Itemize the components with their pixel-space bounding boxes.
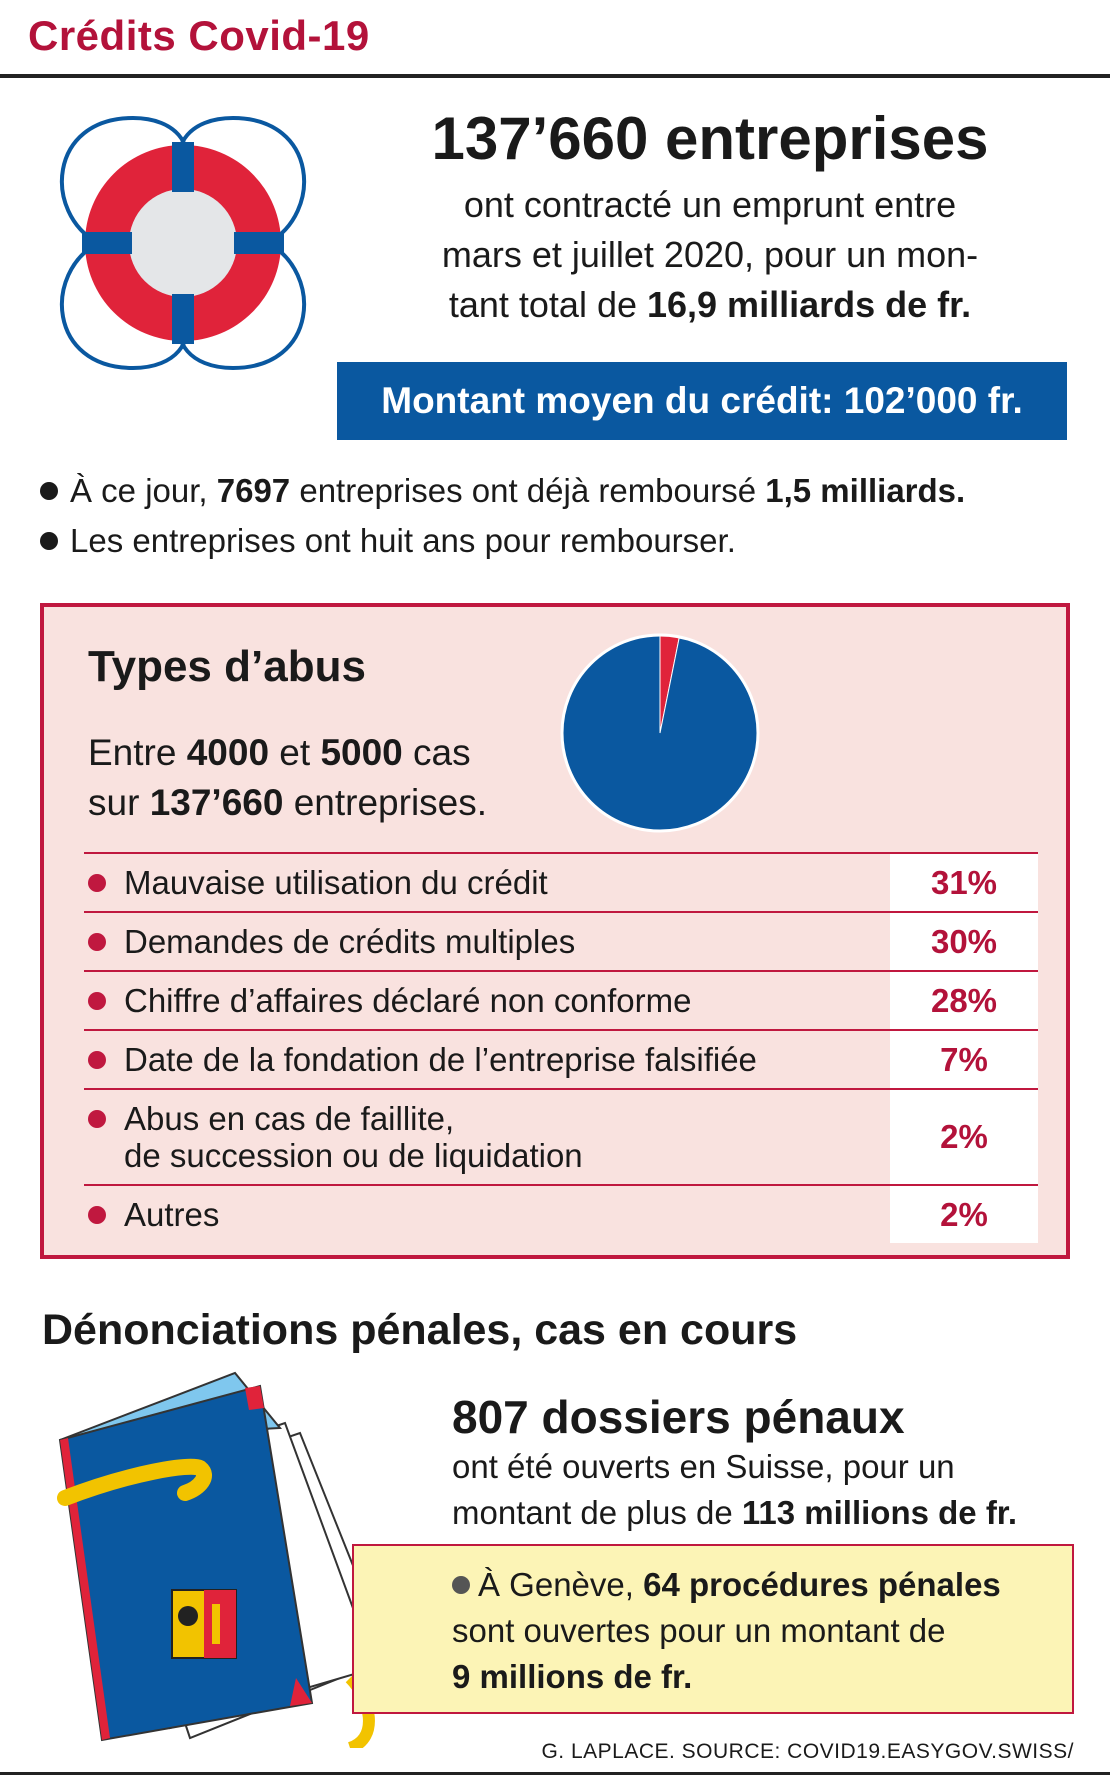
intro-line-c — [380, 280, 1040, 330]
dossiers-headline: 807 dossiers pénaux — [452, 1391, 905, 1443]
bullet-icon — [88, 992, 106, 1010]
intro-line-b: mars et juillet 2020, pour un mon- — [441, 234, 979, 275]
abuse-pie-chart — [555, 628, 765, 838]
bullet-icon — [40, 532, 58, 550]
table-row-label — [84, 1031, 890, 1088]
table-row-label — [84, 1090, 890, 1184]
table-row — [84, 1088, 1038, 1184]
bullet-icon — [452, 1576, 470, 1594]
dossiers-line-b: montant de plus de 113 millions de fr. — [452, 1494, 1017, 1531]
intro-text — [380, 180, 1040, 330]
table-row-label — [84, 854, 890, 911]
average-credit-banner: Montant moyen du crédit: 102’000 fr. — [337, 362, 1067, 440]
table-row-label — [84, 913, 890, 970]
intro-line-c-text: tant total de — [448, 284, 647, 325]
table-row — [84, 911, 1038, 970]
intro-line-a: ont contracté un emprunt entre — [463, 184, 957, 225]
page-title: Crédits Covid-19 — [28, 12, 370, 59]
abuse-type-label: Abus en cas de faillite, de succession ou de liquidation — [124, 1100, 583, 1174]
dossiers-line-a: ont été ouverts en Suisse, pour un — [452, 1448, 955, 1485]
companies-headline: 137’660 entreprises — [431, 105, 989, 172]
abuse-summary — [88, 728, 487, 828]
top-divider — [0, 74, 1110, 78]
abuse-type-share: 7% — [890, 1031, 1038, 1088]
abuse-type-share: 2% — [890, 1090, 1038, 1184]
source-credit: G. LAPLACE. SOURCE: COVID19.EASYGOV.SWISS/ — [541, 1740, 1074, 1763]
abuse-type-share: 31% — [890, 854, 1038, 911]
geneve-text — [452, 1562, 1052, 1700]
fact-repaid — [40, 466, 965, 516]
dossiers-text — [452, 1444, 1017, 1536]
abuse-type-share: 2% — [890, 1186, 1038, 1243]
bullet-icon — [88, 933, 106, 951]
table-row — [84, 852, 1038, 911]
geneve-line-3: 9 millions de fr. — [452, 1658, 693, 1695]
table-row — [84, 1029, 1038, 1088]
bullet-icon — [88, 1051, 106, 1069]
key-facts — [40, 466, 965, 566]
table-row — [84, 1184, 1038, 1243]
abuse-type-share: 28% — [890, 972, 1038, 1029]
abuse-summary-line-1: Entre 4000 et 5000 cas — [88, 732, 471, 773]
abuse-summary-line-2: sur 137’660 entreprises. — [88, 782, 488, 823]
denonciations-title: Dénonciations pénales, cas en cours — [42, 1306, 798, 1354]
bullet-icon — [40, 482, 58, 500]
lifebuoy-icon — [38, 108, 328, 378]
bullet-icon — [88, 1110, 106, 1128]
table-row — [84, 970, 1038, 1029]
geneve-line-1: À Genève, 64 procédures pénales — [452, 1562, 1052, 1608]
fact-duration-text: Les entreprises ont huit ans pour rembourser. — [70, 522, 736, 559]
abuse-type-share: 30% — [890, 913, 1038, 970]
fact-repaid-text: À ce jour, 7697 entreprises ont déjà remboursé 1,5 milliards. — [70, 472, 966, 509]
abuse-types-table — [84, 852, 1038, 1243]
abuse-type-label: Demandes de crédits multiples — [124, 923, 576, 960]
abuse-title: Types d’abus — [88, 642, 366, 691]
total-amount: 16,9 milliards de fr. — [646, 284, 972, 325]
geneve-line-2: sont ouvertes pour un montant de — [452, 1612, 946, 1649]
table-row-label — [84, 972, 890, 1029]
abuse-type-label: Mauvaise utilisation du crédit — [124, 864, 548, 901]
bottom-divider — [0, 1772, 1110, 1775]
abuse-type-label: Chiffre d’affaires déclaré non conforme — [124, 982, 692, 1019]
abuse-type-label: Date de la fondation de l’entreprise falsifiée — [124, 1041, 757, 1078]
bullet-icon — [88, 874, 106, 892]
abuse-type-label: Autres — [124, 1196, 220, 1233]
table-row-label — [84, 1186, 890, 1243]
bullet-icon — [88, 1206, 106, 1224]
fact-duration — [40, 516, 965, 566]
